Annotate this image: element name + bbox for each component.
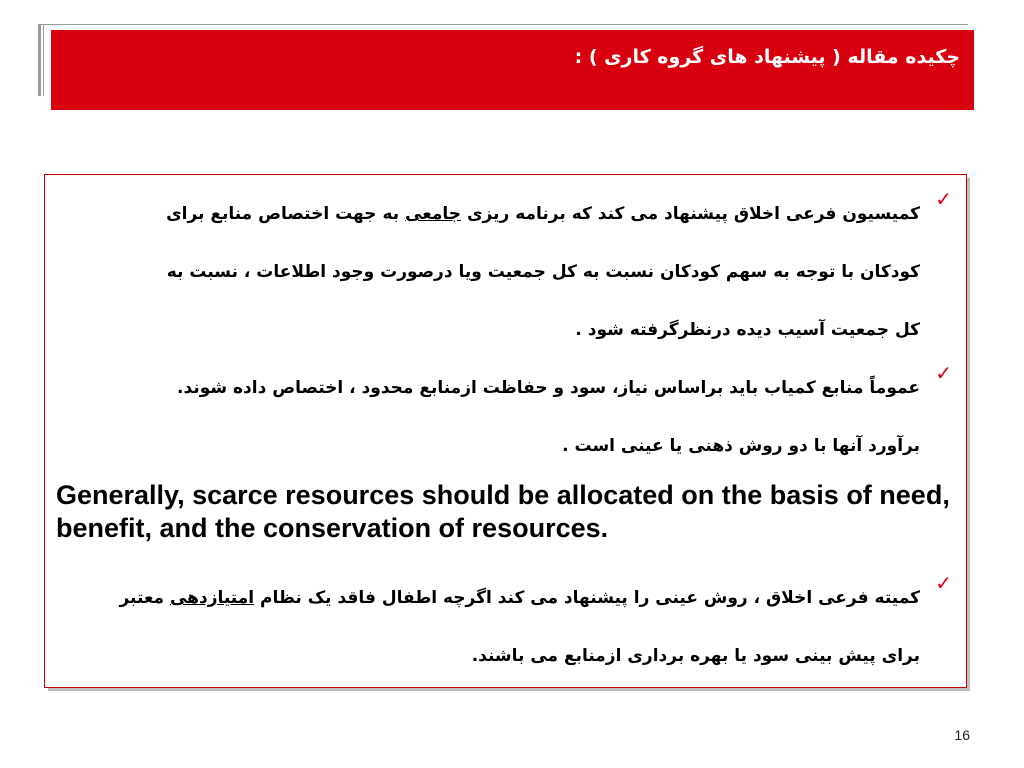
bullet-3-line-2: برای پیش بینی سود یا بهره برداری ازمنابع می باشند.	[471, 646, 920, 666]
bullet-3-line-1	[119, 569, 920, 627]
title-bar	[51, 30, 974, 110]
text-span: معتبر	[119, 588, 170, 608]
frame-line-top	[38, 24, 968, 25]
bullet-1-line-2: کودکان با توجه به سهم کودکان نسبت به کل جمعیت ویا درصورت وجود اطلاعات ، نسبت به	[166, 262, 920, 282]
bullet-2-line-2: برآورد آنها با دو روش ذهنی یا عینی است .	[562, 436, 920, 456]
frame-line-left	[38, 24, 41, 96]
underlined-word: جامعی	[405, 204, 462, 224]
checkmark-icon: ✓	[935, 187, 952, 211]
english-paragraph: Generally, scarce resources should be allocated on the basis of need, benefit, and the conservation of resources.	[56, 480, 950, 543]
bullet-1-line-1	[166, 185, 920, 243]
page-number: 16	[954, 727, 970, 743]
text-span: به جهت اختصاص منابع برای	[166, 204, 406, 224]
bullet-1	[166, 185, 952, 359]
bullet-1-line-3: کل جمعیت آسیب دیده درنظرگرفته شود .	[575, 320, 920, 340]
frame-line-left-thin	[43, 24, 44, 96]
bullet-3	[119, 569, 952, 685]
content-shadow-right	[967, 178, 970, 691]
content-box	[44, 174, 967, 688]
slide-title: چکیده مقاله ( پیشنهاد های گروه کاری ) :	[574, 46, 960, 68]
text-span: کمیته فرعی اخلاق ، روش عینی را پیشنهاد می کند اگرچه اطفال فاقد یک نظام	[254, 588, 920, 608]
checkmark-icon: ✓	[935, 571, 952, 595]
underlined-word: امتیازدهی	[169, 588, 255, 608]
bullet-1-row	[166, 185, 952, 359]
text-span: کمیسیون فرعی اخلاق پیشنهاد می کند که برنامه ریزی	[461, 204, 920, 224]
checkmark-icon: ✓	[935, 361, 952, 385]
bullet-2	[177, 359, 952, 475]
bullet-3-row	[119, 569, 952, 685]
bullet-2-line-1: عموماً منابع کمیاب باید براساس نیاز، سود و حفاظت ازمنابع محدود ، اختصاص داده شوند.	[177, 378, 920, 398]
content-shadow-bottom	[48, 688, 970, 691]
bullet-2-row	[177, 359, 952, 475]
